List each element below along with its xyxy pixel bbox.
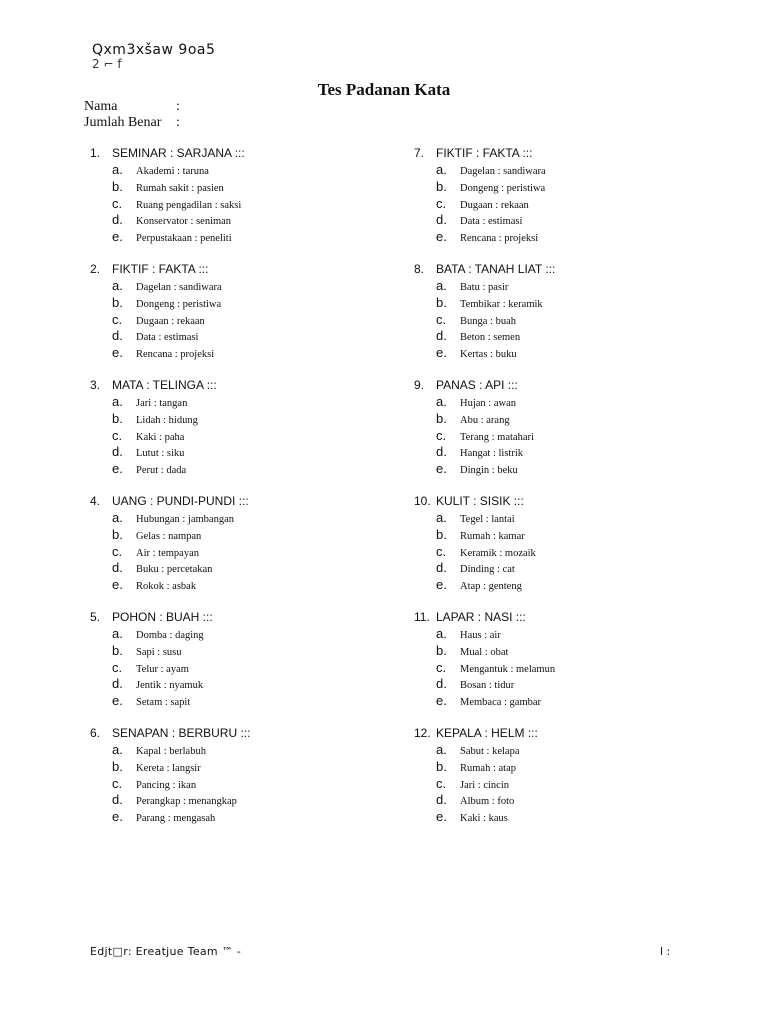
option-text: Atap : genteng bbox=[460, 581, 522, 593]
question-text: KULIT : SISIK ::: bbox=[436, 493, 524, 508]
question-text: FIKTIF : FAKTA ::: bbox=[112, 261, 209, 276]
option-letter: c. bbox=[436, 543, 447, 559]
option-letter: c. bbox=[112, 659, 123, 675]
option-text: Jentik : nyamuk bbox=[136, 680, 204, 692]
option-text: Kereta : langsir bbox=[136, 762, 201, 774]
answer-option bbox=[90, 660, 410, 677]
option-letter: b. bbox=[112, 410, 123, 426]
option-letter: e. bbox=[112, 345, 123, 361]
question-number: 5. bbox=[90, 609, 101, 624]
option-letter: c. bbox=[112, 775, 123, 791]
question-prompt bbox=[90, 725, 410, 742]
option-text: Dingin : beku bbox=[460, 465, 518, 477]
question-column-left bbox=[90, 145, 410, 841]
option-text: Kaki : kaus bbox=[460, 813, 508, 825]
question-text: SENAPAN : BERBURU ::: bbox=[112, 725, 251, 740]
option-letter: e. bbox=[436, 461, 447, 477]
option-letter: a. bbox=[436, 162, 447, 177]
option-text: Membaca : gambar bbox=[460, 697, 542, 709]
option-text: Beton : semen bbox=[460, 332, 521, 344]
option-text: Lidah : hidung bbox=[136, 414, 198, 426]
option-text: Telur : ayam bbox=[136, 663, 189, 675]
option-letter: a. bbox=[112, 509, 123, 525]
option-letter: b. bbox=[112, 294, 123, 310]
answer-option bbox=[90, 510, 410, 527]
answer-option bbox=[90, 394, 410, 411]
option-text: Abu : arang bbox=[460, 414, 510, 426]
option-text: Rumah : atap bbox=[460, 762, 516, 774]
option-text: Mual : obat bbox=[460, 646, 509, 658]
option-letter: e. bbox=[112, 229, 123, 245]
answer-option bbox=[414, 428, 734, 445]
option-text: Sapi : susu bbox=[136, 646, 182, 658]
question-prompt bbox=[414, 725, 734, 742]
answer-option bbox=[414, 809, 734, 826]
answer-option bbox=[414, 643, 734, 660]
answer-option bbox=[90, 742, 410, 759]
answer-option bbox=[414, 295, 734, 312]
option-text: Jari : tangan bbox=[136, 397, 188, 409]
answer-option bbox=[90, 527, 410, 544]
option-letter: c. bbox=[112, 195, 123, 211]
option-text: Batu : pasir bbox=[460, 281, 509, 293]
option-letter: b. bbox=[112, 178, 123, 194]
option-text: Perangkap : menangkap bbox=[136, 796, 237, 808]
answer-option bbox=[414, 212, 734, 229]
answer-option bbox=[90, 328, 410, 345]
answer-option bbox=[90, 544, 410, 561]
answer-option bbox=[414, 577, 734, 594]
option-text: Sabut : kelapa bbox=[460, 745, 520, 757]
option-letter: e. bbox=[436, 229, 447, 245]
option-letter: b. bbox=[436, 410, 447, 426]
option-text: Air : tempayan bbox=[136, 547, 199, 559]
option-letter: a. bbox=[436, 741, 447, 757]
option-text: Domba : daging bbox=[136, 629, 204, 641]
answer-option bbox=[90, 759, 410, 776]
question-number: 12. bbox=[414, 725, 431, 740]
option-letter: a. bbox=[436, 625, 447, 641]
score-separator: : bbox=[176, 115, 180, 130]
answer-option bbox=[414, 444, 734, 461]
answer-option bbox=[90, 312, 410, 329]
option-letter: e. bbox=[436, 809, 447, 825]
option-text: Tegel : lantai bbox=[460, 513, 515, 525]
option-text: Album : foto bbox=[460, 796, 515, 808]
option-text: Dongeng : peristiwa bbox=[460, 182, 546, 194]
option-text: Jari : cincin bbox=[460, 779, 509, 791]
option-letter: b. bbox=[436, 642, 447, 658]
answer-option bbox=[414, 461, 734, 478]
question-prompt bbox=[90, 145, 410, 162]
answer-option bbox=[414, 693, 734, 710]
question-text: MATA : TELINGA ::: bbox=[112, 377, 217, 392]
page-title: Tes Padanan Kata bbox=[317, 80, 451, 99]
option-letter: d. bbox=[112, 560, 123, 576]
option-letter: b. bbox=[112, 526, 123, 542]
option-text: Setam : sapit bbox=[136, 697, 191, 709]
option-text: Dugaan : rekaan bbox=[136, 315, 205, 327]
option-text: Buku : percetakan bbox=[136, 564, 213, 576]
option-text: Mengantuk : melamun bbox=[460, 663, 556, 675]
answer-option bbox=[414, 510, 734, 527]
question-number: 3. bbox=[90, 377, 101, 392]
answer-option bbox=[414, 792, 734, 809]
option-text: Akademi : taruna bbox=[136, 166, 209, 177]
option-text: Ruang pengadilan : saksi bbox=[136, 199, 242, 211]
answer-option bbox=[414, 660, 734, 677]
option-text: Rencana : projeksi bbox=[136, 349, 215, 361]
question-number: 8. bbox=[414, 261, 425, 276]
option-letter: e. bbox=[112, 693, 123, 709]
option-letter: a. bbox=[112, 277, 123, 293]
footer-page-number: l : bbox=[660, 945, 671, 958]
question-number: 9. bbox=[414, 377, 425, 392]
header-code: Qxm3xšaw 9oa5 bbox=[92, 42, 216, 58]
answer-option bbox=[414, 229, 734, 246]
option-text: Terang : matahari bbox=[460, 431, 534, 443]
question-item bbox=[414, 261, 734, 362]
question-prompt bbox=[414, 493, 734, 510]
option-text: Perpustakaan : peneliti bbox=[136, 233, 232, 245]
option-letter: c. bbox=[436, 311, 447, 327]
name-field bbox=[84, 99, 180, 115]
answer-option bbox=[414, 676, 734, 693]
answer-option bbox=[90, 196, 410, 213]
header-code-sub: 2 ⌐ f bbox=[92, 57, 122, 71]
option-letter: d. bbox=[112, 328, 123, 344]
question-item bbox=[414, 493, 734, 594]
answer-option bbox=[90, 577, 410, 594]
answer-option bbox=[90, 212, 410, 229]
question-prompt bbox=[414, 609, 734, 626]
option-text: Pancing : ikan bbox=[136, 779, 197, 791]
option-text: Data : estimasi bbox=[136, 332, 199, 344]
option-text: Gelas : nampan bbox=[136, 530, 202, 542]
option-text: Hubungan : jambangan bbox=[136, 513, 234, 525]
answer-option bbox=[90, 693, 410, 710]
option-letter: a. bbox=[112, 393, 123, 409]
question-prompt bbox=[414, 145, 734, 162]
question-item bbox=[90, 261, 410, 362]
option-text: Parang : mengasah bbox=[136, 813, 216, 825]
option-letter: e. bbox=[112, 809, 123, 825]
answer-option bbox=[90, 179, 410, 196]
option-text: Bunga : buah bbox=[460, 315, 516, 327]
question-item bbox=[414, 609, 734, 710]
question-item bbox=[414, 377, 734, 478]
question-item bbox=[90, 493, 410, 594]
answer-option bbox=[414, 776, 734, 793]
option-text: Keramik : mozaik bbox=[460, 547, 536, 559]
question-number: 7. bbox=[414, 146, 425, 160]
option-letter: c. bbox=[112, 311, 123, 327]
question-number: 2. bbox=[90, 261, 101, 276]
option-letter: b. bbox=[436, 758, 447, 774]
answer-option bbox=[414, 759, 734, 776]
answer-option bbox=[90, 345, 410, 362]
question-prompt bbox=[90, 377, 410, 394]
option-letter: c. bbox=[436, 775, 447, 791]
option-text: Dagelan : sandiwara bbox=[136, 281, 222, 293]
option-text: Haus : air bbox=[460, 629, 501, 641]
option-text: Perut : dada bbox=[136, 465, 187, 477]
answer-option bbox=[414, 278, 734, 295]
option-letter: a. bbox=[112, 625, 123, 641]
option-letter: b. bbox=[112, 758, 123, 774]
option-letter: b. bbox=[112, 642, 123, 658]
option-letter: d. bbox=[112, 444, 123, 460]
option-text: Rokok : asbak bbox=[136, 581, 197, 593]
option-text: Dugaan : rekaan bbox=[460, 199, 529, 211]
option-letter: a. bbox=[436, 277, 447, 293]
answer-option bbox=[90, 444, 410, 461]
answer-option bbox=[90, 643, 410, 660]
question-text: FIKTIF : FAKTA ::: bbox=[436, 146, 533, 160]
option-text: Rumah : kamar bbox=[460, 530, 525, 542]
question-text: PANAS : API ::: bbox=[436, 377, 518, 392]
question-item bbox=[90, 145, 410, 246]
option-text: Hujan : awan bbox=[460, 397, 516, 409]
question-number: 1. bbox=[90, 146, 101, 160]
score-label: Jumlah Benar bbox=[84, 115, 162, 130]
option-letter: c. bbox=[436, 195, 447, 211]
answer-option bbox=[414, 394, 734, 411]
option-text: Kaki : paha bbox=[136, 431, 185, 443]
option-letter: a. bbox=[112, 162, 123, 177]
answer-option bbox=[414, 742, 734, 759]
option-text: Kapal : berlabuh bbox=[136, 745, 206, 757]
option-text: Konservator : seniman bbox=[136, 216, 232, 228]
question-text: POHON : BUAH ::: bbox=[112, 609, 213, 624]
question-number: 11. bbox=[414, 609, 430, 624]
answer-option bbox=[414, 196, 734, 213]
option-letter: a. bbox=[436, 509, 447, 525]
question-text: SEMINAR : SARJANA ::: bbox=[112, 146, 245, 160]
question-item bbox=[414, 145, 734, 246]
option-letter: a. bbox=[112, 741, 123, 757]
footer-editor: Edjt□r: Ereatjue Team ™ - bbox=[90, 945, 242, 958]
question-text: LAPAR : NASI ::: bbox=[436, 609, 526, 624]
option-text: Dinding : cat bbox=[460, 564, 515, 576]
answer-option bbox=[414, 162, 734, 179]
question-number: 4. bbox=[90, 493, 101, 508]
score-field bbox=[84, 115, 180, 131]
option-letter: e. bbox=[112, 461, 123, 477]
answer-option bbox=[414, 560, 734, 577]
option-text: Tembikar : keramik bbox=[460, 298, 543, 310]
option-letter: e. bbox=[436, 577, 447, 593]
question-prompt bbox=[90, 493, 410, 510]
option-letter: d. bbox=[436, 792, 447, 808]
answer-option bbox=[90, 626, 410, 643]
question-number: 10. bbox=[414, 493, 431, 508]
question-column-right bbox=[414, 145, 734, 841]
answer-option bbox=[414, 328, 734, 345]
option-letter: b. bbox=[436, 526, 447, 542]
answer-option bbox=[90, 411, 410, 428]
option-text: Rumah sakit : pasien bbox=[136, 182, 224, 194]
question-item bbox=[90, 725, 410, 826]
option-text: Bosan : tidur bbox=[460, 680, 515, 692]
answer-option bbox=[414, 544, 734, 561]
answer-option bbox=[414, 411, 734, 428]
answer-option bbox=[414, 179, 734, 196]
question-prompt bbox=[90, 261, 410, 278]
option-letter: b. bbox=[436, 178, 447, 194]
option-text: Dagelan : sandiwara bbox=[460, 166, 546, 177]
option-letter: d. bbox=[112, 676, 123, 692]
answer-option bbox=[90, 560, 410, 577]
question-item bbox=[90, 377, 410, 478]
answer-option bbox=[90, 229, 410, 246]
option-text: Kertas : buku bbox=[460, 349, 517, 361]
name-separator: : bbox=[176, 99, 180, 114]
answer-option bbox=[90, 278, 410, 295]
answer-option bbox=[414, 626, 734, 643]
question-text: BATA : TANAH LIAT ::: bbox=[436, 261, 556, 276]
answer-option bbox=[90, 776, 410, 793]
option-text: Lutut : siku bbox=[136, 448, 185, 460]
question-item bbox=[414, 725, 734, 826]
question-prompt bbox=[90, 609, 410, 626]
answer-option bbox=[414, 527, 734, 544]
option-letter: d. bbox=[436, 444, 447, 460]
option-text: Data : estimasi bbox=[460, 216, 523, 228]
option-text: Dongeng : peristiwa bbox=[136, 298, 222, 310]
answer-option bbox=[414, 345, 734, 362]
option-letter: a. bbox=[436, 393, 447, 409]
answer-option bbox=[90, 676, 410, 693]
option-letter: d. bbox=[112, 212, 123, 228]
name-label: Nama bbox=[84, 99, 118, 114]
option-letter: d. bbox=[436, 560, 447, 576]
option-letter: c. bbox=[436, 659, 447, 675]
answer-option bbox=[90, 162, 410, 179]
option-letter: d. bbox=[436, 212, 447, 228]
question-prompt bbox=[414, 261, 734, 278]
answer-option bbox=[90, 461, 410, 478]
answer-option bbox=[90, 428, 410, 445]
answer-option bbox=[414, 312, 734, 329]
question-prompt bbox=[414, 377, 734, 394]
option-text: Hangat : listrik bbox=[460, 448, 523, 460]
option-letter: c. bbox=[436, 427, 447, 443]
option-letter: d. bbox=[112, 792, 123, 808]
option-letter: e. bbox=[436, 693, 447, 709]
option-letter: c. bbox=[112, 543, 123, 559]
answer-option bbox=[90, 809, 410, 826]
option-text: Rencana : projeksi bbox=[460, 233, 539, 245]
option-letter: c. bbox=[112, 427, 123, 443]
question-item bbox=[90, 609, 410, 710]
option-letter: e. bbox=[112, 577, 123, 593]
question-text: KEPALA : HELM ::: bbox=[436, 725, 538, 740]
option-letter: b. bbox=[436, 294, 447, 310]
question-text: UANG : PUNDI-PUNDI ::: bbox=[112, 493, 249, 508]
option-letter: d. bbox=[436, 676, 447, 692]
option-letter: d. bbox=[436, 328, 447, 344]
option-letter: e. bbox=[436, 345, 447, 361]
answer-option bbox=[90, 295, 410, 312]
answer-option bbox=[90, 792, 410, 809]
question-number: 6. bbox=[90, 725, 101, 740]
